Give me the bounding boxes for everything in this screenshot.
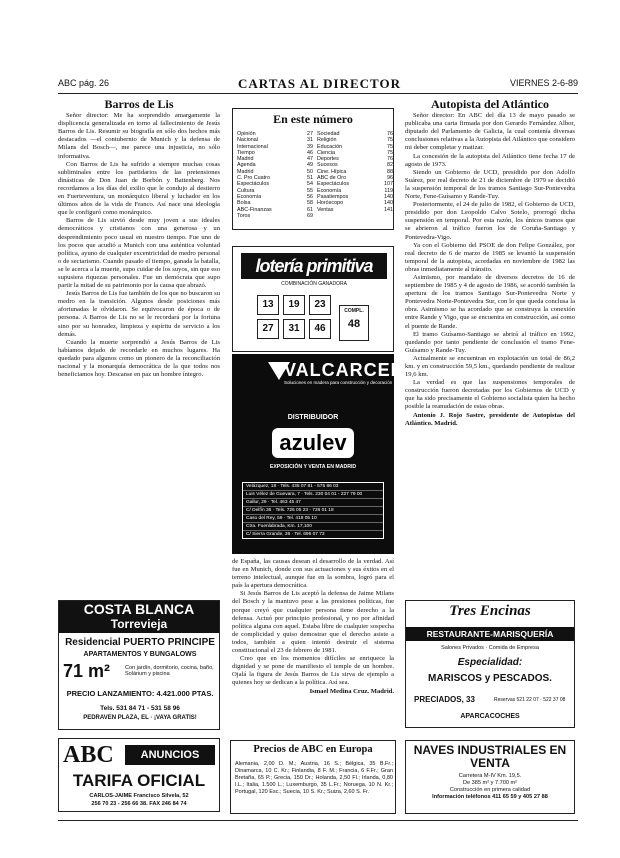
valcarcel-address: C/ Sierra Grande, 36 · Tel. 696 07 73: [246, 532, 325, 537]
restaurante-address: PRECIADOS, 33: [414, 695, 475, 704]
valcarcel-distributor: DISTRIBUIDOR: [287, 414, 339, 421]
index-page: 140: [384, 193, 393, 200]
index-page: 76: [387, 156, 393, 163]
costa-blanca-ad: [58, 600, 220, 730]
index-page: 69: [307, 212, 313, 219]
valcarcel-ad: [232, 354, 403, 554]
costa-blanca-subtitle: Torrevieja: [110, 617, 168, 631]
restaurante-banner: RESTAURANTE-MARISQUERÍA: [406, 627, 574, 641]
index-left-column: [237, 131, 313, 219]
index-section: Educación: [317, 143, 343, 150]
index-box: [232, 108, 394, 230]
costa-blanca-features: Con jardín, dormitorio, cocina, baño, Solárium y piscina: [125, 665, 214, 677]
index-page: 75: [387, 149, 393, 156]
index-page: 61: [307, 206, 313, 213]
lottery-number: 46: [309, 319, 331, 339]
autopista-paragraph: El tramo Guísamo-Santiago se abrirá al tráfico en 1992, quedando por tanto pendiente de conclusión el tramo Fene-Guísamo y Rande-Tuy.: [405, 330, 575, 354]
lottery-box: [232, 246, 394, 352]
naves-title: NAVES INDUSTRIALES EN VENTA: [413, 743, 567, 770]
autopista-paragraph: La concesión de la autopista del Atlántico tiene fecha 17 de agosto de 1973.: [405, 152, 575, 168]
index-section: Ventas: [317, 206, 334, 213]
autopista-paragraph: Siendo un Gobierno de UCD, presidido por don Adolfo Suárez, por real decreto de 21 de diciembre de 1979 se decidió la suspensión temporal de los tramos Santiago Sur-Pontevedra Norte, Fene-Guísamo y Rande-Tuy.: [405, 168, 575, 201]
barros-continuation-paragraph: de España, las causas desean el desarrollo de la verdad. Así fue en Munich, donde con sus actuaciones y sus éxitos en el terreno intelectual, aunque fue en la sombra, logró para el país la apertura democrática.: [232, 558, 394, 590]
autopista-paragraph: Posteriormente, el 24 de julio de 1982, el Gobierno de UCD, presidido por don Leopoldo Calvo Sotelo, prorrogó dicha suspensión en temporal. Por esta razón, los únicos tramos que se abrieron al tráfico fueron los de Coruña-Santiago y Pontevedra-Vigo.: [405, 201, 575, 241]
bottom-rule: [58, 820, 578, 821]
abc-logo: ABC: [63, 742, 114, 768]
valcarcel-address: Velázquez, 18 · Tels. 435 07 81 - 575 86 03: [243, 483, 383, 491]
index-section: ABC de Oro: [317, 175, 347, 182]
index-section: ABC-Finanzas: [237, 206, 272, 213]
index-page: 56: [307, 193, 313, 200]
autopista-paragraph: La verdad es que las suspensiones temporales de construcción fueron decretadas por los Gobiernos de UCD y que ha sido precisamente el Gobierno socialista quien ha hecho posible la reanudación de estas obras.: [405, 379, 575, 411]
index-section: Cine. Hípica: [317, 168, 347, 175]
index-page: 54: [307, 181, 313, 188]
barros-continuation: [232, 558, 394, 734]
index-right-column: [317, 131, 393, 213]
index-page: 39: [307, 143, 313, 150]
index-section: Espectáculos: [237, 181, 270, 188]
complementario-number: 48: [347, 318, 361, 330]
section-title: CARTAS AL DIRECTOR: [238, 76, 401, 91]
index-page: 119: [384, 187, 393, 194]
index-section: Internacional: [237, 143, 268, 150]
index-section: Nacional: [237, 137, 258, 144]
valcarcel-address: Ctra. Fuenlabrada, Km. 17,100: [243, 523, 383, 531]
index-section: Agenda: [237, 162, 256, 169]
index-section: Horóscopo: [317, 200, 344, 207]
restaurante-parking: APARCACOCHES: [460, 713, 520, 720]
index-section: Madrid: [237, 168, 254, 175]
lottery-number: 13: [257, 295, 279, 315]
costa-blanca-residencial: Residencial PUERTO PRINCIPE: [65, 637, 215, 648]
lottery-number: 19: [283, 295, 305, 315]
index-page: 140: [384, 200, 393, 207]
restaurante-specialty: MARISCOS y PESCADOS.: [428, 673, 552, 684]
barros-signature: Ismael Medina Cruz. Madrid.: [309, 687, 394, 695]
index-section: Cultura: [237, 187, 255, 194]
lottery-complementario: [339, 305, 369, 341]
precios-title: Precios de ABC en Europa: [253, 744, 373, 755]
index-page: 46: [307, 149, 313, 156]
abc-anuncios-ad: [58, 738, 220, 812]
index-page: 82: [387, 162, 393, 169]
autopista-paragraph: Señor director: En ABC del día 13 de mayo pasado se publicaba una carta firmada por don Gerardo Fernández Albor, diputado del Parlamento de Galicia, la cual contenía diversas conclusiones relativas a la Autopista del Atlántico que considero mi deber completar y matizar.: [405, 112, 575, 152]
index-page: 141: [384, 206, 393, 213]
abc-tarifa: TARIFA OFICIAL: [72, 771, 206, 790]
index-page: 76: [387, 131, 393, 137]
precios-body: Alemania, 2,00 D. M.; Austria, 16 S.; Bélgica, 35 B.Fr.; Dinamarca, 10 C. Kr.; Finlandia, 8 F. M.; Francia, 6 F.Fr.; Gran Bretaña, 65 P.; Grecia, 150 Dr.; Holanda, 2,50 Fl.; Irlanda, 0,80 I.L.; Italia, 1.500 L.; Luxemburgo, 35 L.Fr.; Noruega, 10 N. Kr.; Portugal, 120 Esc.; Suecia, 10 S. Kr.; Suiza, 2,60 S. Fr.: [235, 761, 393, 795]
valcarcel-addresses: [242, 482, 384, 539]
index-section: Economía: [237, 193, 262, 200]
lottery-number: 27: [257, 319, 279, 339]
lottery-logo: lotería primitiva: [241, 253, 387, 279]
barros-paragraph: Barros de Lis sirvió desde muy joven a sus ideales democráticos y cristianos con una generosa y un desprendimiento poco usual en nuestro tiempo. Fue uno de los pocos que acudió a Munich con una auténtica voluntad política, ayuno de cualquier excentricidad de medro personal o de sectarismo. Cuando pasado el tiempo, ganada la batalla, se le acerca a la muerte, supo cuidar de los suyos, sin que eso supusiera riquezas personales. Fue un demócrata que supo partir la mitad de su patrimonio por la causa que abrazó.: [58, 217, 220, 290]
autopista-column: [405, 100, 575, 592]
lottery-number: 23: [309, 295, 331, 315]
lottery-number: 31: [283, 319, 305, 339]
index-page: 75: [387, 137, 393, 144]
valcarcel-address: Caso del Rey, 59 · Tel. 418 05 10: [243, 515, 383, 523]
page-header: [58, 76, 578, 94]
costa-blanca-phones: Tels. 531 84 71 - 531 58 96: [100, 705, 180, 712]
costa-blanca-price: PRECIO LANZAMIENTO: 4.421.000 PTAS.: [66, 689, 214, 698]
costa-blanca-promo: PEDRAVEN PLAZA, EL · ¡VAYA GRATIS!: [83, 715, 197, 721]
index-section: Toros: [237, 212, 251, 219]
valcarcel-name: VALCARCEL: [284, 360, 403, 380]
issue-date: VIERNES 2-6-89: [509, 78, 578, 88]
index-section: C. Pro Cuatro: [237, 175, 270, 182]
index-section: Madrid: [237, 156, 254, 163]
lottery-subtitle: COMBINACIÓN GANADORA: [281, 281, 347, 287]
restaurante-services: Salones Privados · Comida de Empresa: [441, 645, 539, 651]
index-section: Economía: [317, 187, 342, 194]
complementario-label: COMPL.: [344, 308, 364, 314]
barros-paragraph: Cuando la muerte sorprendió a Jesús Barros de Lis habíamos dejado de recordarle en muchos lugares. Ha quedado para algunos como un pionero de la reconciliación nacional y la monarquía democrática de la que todos nos beneficiamos hoy. Descanse en paz un hombre íntegro.: [58, 338, 220, 379]
barros-continuation-paragraph: Si Jesús Barros de Lis aceptó la defensa de Jaime Milans del Bosch y la mantuvo pese a las presiones políticas, fue porque creyó que cualquier persona tiene derecho a la defensa. Actuó por principio profesional, y no por afinidad política alguna con aquel. Estaba libre de cualquier sospecha de complicidad y quiso demostrar que el derecho asiste a todos, también a quien intentó destruir el sistema constitucional el 23 de febrero de 1981.: [232, 590, 394, 655]
index-entry: [317, 207, 393, 213]
autopista-paragraph: Asimismo, por mandato de diversos decretos de 16 de septiembre de 1985 y 4 de agosto de 1986, se acordó también la apertura de los tramos Santiago Sur-Pontevedra Norte y Pontevedra Norte-Pontevedra Sur, con lo que queda conclusa la obra. Asimismo se ha acordado que se construya la conexión entre Rande y Vigo, que se encuentra en construcción, así como el puente de Rande.: [405, 273, 575, 330]
restaurante-ad: [405, 600, 575, 728]
index-page: 47: [307, 156, 313, 163]
valcarcel-address: Luis Vélez de Guevara, 7 · Tels. 230 04 01 - 227 79 00: [243, 491, 383, 499]
index-entry: [237, 213, 313, 219]
index-section: Espectáculos: [317, 181, 350, 188]
restaurante-phones: Reservas 521 22 07 · 522 37 08: [494, 697, 566, 703]
index-title: En este número: [273, 112, 353, 126]
index-page: 96: [387, 175, 393, 182]
costa-blanca-banner: [59, 601, 219, 633]
barros-column: [58, 100, 220, 590]
index-section: Ciencia: [317, 149, 335, 156]
precios-box: [230, 740, 396, 814]
index-page: 58: [307, 200, 313, 207]
autopista-title: Autopista del Atlántico: [430, 100, 549, 111]
index-section: Religión: [317, 137, 337, 144]
index-section: Bolsa: [237, 200, 251, 207]
costa-blanca-size: 71 m²: [63, 661, 111, 681]
autopista-paragraph: Actualmente se encuentran en explotación un total de 86,2 km. y en construcción 59,5 km., quedando pendiente de realizar 19,6 km.: [405, 354, 575, 379]
costa-blanca-apartments: APARTAMENTOS Y BUNGALOWS: [83, 651, 197, 658]
page-number: ABC pág. 26: [58, 78, 110, 88]
index-section: Tiempo: [237, 149, 255, 156]
barros-title: Barros de Lis: [104, 100, 174, 111]
index-section: Sucesos: [317, 162, 338, 169]
index-page: 49: [307, 162, 313, 169]
abc-phones: 256 70 23 - 256 66 38. FAX 246 84 74: [91, 801, 187, 807]
barros-paragraph: Con Barros de Lis ha sufrido a siempre muchas cosas subliminales entre los partidarios de las pretensiones dinásticas de Don Juan de Borbón y Battenberg. Nos recordamos a los días del exilio que le condujo al destierro en Fuerteventura, un monárquico liberal y luchador en los últimos años de la vida de Franco. Así nace una ideología que le configuró como monárquico.: [58, 160, 220, 217]
naves-line: Carretera M-IV Km. 19,5.: [458, 773, 522, 779]
index-section: Sociedad: [317, 131, 340, 137]
index-page: 50: [307, 168, 313, 175]
index-page: 51: [307, 175, 313, 182]
azulev-logo: azulev: [272, 428, 354, 458]
index-page: 88: [387, 168, 393, 175]
naves-ad: [405, 740, 575, 814]
naves-line: Información teléfonos 411 65 59 y 405 27 88: [432, 794, 548, 800]
barros-paragraph: Señor director: Me ha sorprendido amargamente la displicencia generalizada en torno al fallecimiento de Jesús Barros de Lis. Resumir su biografía en sólo dos hechos más destacados —el contubernio de Munich y la defensa de Milans del Bosch—, me parece una injusticia, no sólo informativa.: [58, 112, 220, 160]
index-page: 31: [307, 137, 313, 144]
valcarcel-expo: EXPOSICIÓN Y VENTA EN MADRID: [269, 464, 357, 470]
barros-paragraph: Jesús Barros de Lis fue también de los que no buscaron su medro en la transición. Algunos desde posiciones más afortunadas le olvidaron. Se equivocaron de época o de persona. A Barros de Lis no se le recordará por la fortuna sino por su honradez, limpieza y espíritu de servicio a los demás.: [58, 290, 220, 338]
index-page: 27: [307, 131, 313, 137]
index-section: Pasatiempos: [317, 193, 349, 200]
valcarcel-address: Gallur, 29 · Tel. 463 45 47: [243, 499, 383, 507]
index-page: 75: [387, 143, 393, 150]
index-page: 107: [384, 181, 393, 188]
barros-continuation-paragraph: Creo que en los momentos difíciles se enriquece la dignidad y se pone de manifiesto el temple de un hombre. Ojalá la figura de Jesús Barros de Lis sirva de ejemplo a quienes hoy se dedican a la política. Así sea.: [232, 655, 394, 687]
naves-line: Construcción en primera calidad: [449, 787, 531, 793]
autopista-signature: Antonio J. Rojo Sastre, presidente de Autopistas del Atlántico. Madrid.: [405, 411, 575, 427]
restaurante-logo: Tres Encinas: [449, 603, 531, 619]
valcarcel-tagline: Soluciones en madera para construcción y decoración: [284, 380, 393, 385]
index-section: Opinión: [237, 131, 256, 137]
index-page: 55: [307, 187, 313, 194]
autopista-paragraph: Ya con el Gobierno del PSOE de don Felipe González, por real decreto de 6 de marzo de 1985 se levantó la suspensión temporal de la autopista, acordadas en noviembre de 1982 las obras inmediatamente al tránsito.: [405, 241, 575, 273]
naves-line: De 385 m² y 7.700 m²: [462, 780, 518, 786]
abc-address: CARLOS-JAIME Francisco Silvela, 52: [89, 793, 189, 799]
restaurante-special-label: Especialidad:: [457, 657, 523, 668]
index-section: Deportes: [317, 156, 339, 163]
costa-blanca-title: COSTA BLANCA: [83, 601, 195, 617]
valcarcel-address: C/ Delfín 36 · Tels. 726 05 23 - 726 01 18: [243, 507, 383, 515]
abc-anuncios-label: ANUNCIOS: [125, 745, 215, 765]
